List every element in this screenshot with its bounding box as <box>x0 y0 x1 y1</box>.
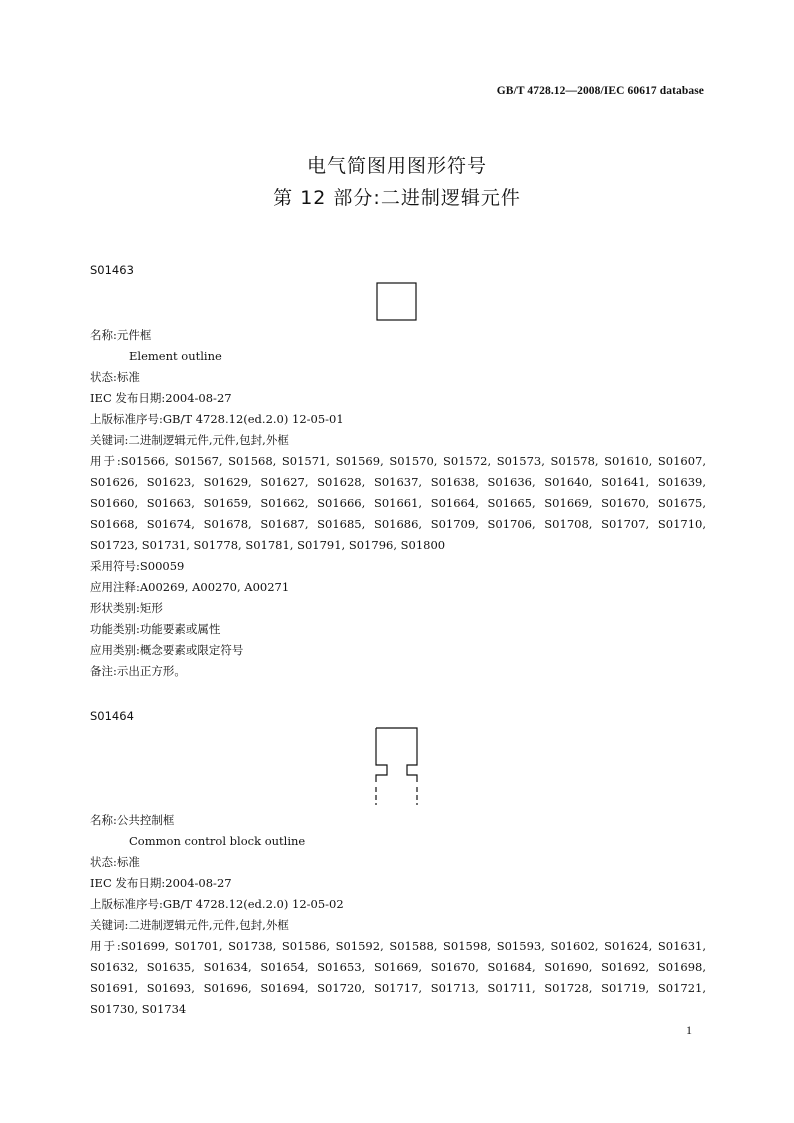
symbol-code: S01464 <box>90 709 134 723</box>
application-notes: 应用注释:A00269, A00270, A00271 <box>90 580 290 594</box>
status: 状态:标准 <box>90 370 140 384</box>
document-title <box>0 150 794 214</box>
name-en: Common control block outline <box>129 834 306 848</box>
name-cn: 公共控制框 <box>116 813 175 827</box>
iec-date: IEC 发布日期:2004-08-27 <box>90 391 232 405</box>
symbol-fields-s01464 <box>90 810 706 1020</box>
name-label: 名称: <box>90 813 117 827</box>
shape-class: 形状类别:矩形 <box>90 601 163 615</box>
title-line-1: 电气简图用图形符号 <box>306 155 487 177</box>
remark: 备注:示出正方形。 <box>90 664 186 678</box>
used-for: 用于:S01699, S01701, S01738, S01586, S01592, S01588, S01598, S01593, S01602, S01624, S01631, S01632, S01635, S01634, S01654, S01653, S01669, S01670, S01684, S01690, S01692, S01698, S01691, S01693, S01696, S01694, S01720, S01717, S01713, S01711, S01728, S01719, S01721, S01730, S01734 <box>90 939 706 1016</box>
keywords: 关键词:二进制逻辑元件,元件,包封,外框 <box>90 918 289 932</box>
name-row <box>90 325 706 346</box>
name-row <box>90 810 706 831</box>
symbol-entry-s01464 <box>90 708 706 724</box>
previous-standard: 上版标准序号:GB/T 4728.12(ed.2.0) 12-05-01 <box>90 412 344 426</box>
keywords: 关键词:二进制逻辑元件,元件,包封,外框 <box>90 433 289 447</box>
symbol-entry-s01463 <box>90 262 706 278</box>
application-class: 应用类别:概念要素或限定符号 <box>90 643 244 657</box>
standard-header: GB/T 4728.12—2008/IEC 60617 database <box>496 85 704 97</box>
function-class: 功能类别:功能要素或属性 <box>90 622 221 636</box>
name-label: 名称: <box>90 328 117 342</box>
adopted-symbol: 采用符号:S00059 <box>90 559 185 573</box>
previous-standard: 上版标准序号:GB/T 4728.12(ed.2.0) 12-05-02 <box>90 897 344 911</box>
element-outline-square-icon <box>376 282 418 322</box>
used-for: 用于:S01566, S01567, S01568, S01571, S01569, S01570, S01572, S01573, S01578, S01610, S01607, S01626, S01623, S01629, S01627, S01628, S01637, S01638, S01636, S01640, S01641, S01639, S01660, S01663, S01659, S01662, S01666, S01661, S01664, S01665, S01669, S01670, S01675, S01668, S01674, S01678, S01687, S01685, S01686, S01709, S01706, S01708, S01707, S01710, S01723, S01731, S01778, S01781, S01791, S01796, S01800 <box>90 454 706 552</box>
symbol-fields-s01463 <box>90 325 706 682</box>
common-control-block-outline-icon <box>374 727 420 807</box>
symbol-code: S01463 <box>90 263 134 277</box>
page-number: 1 <box>686 1023 692 1037</box>
name-en: Element outline <box>129 349 222 363</box>
status: 状态:标准 <box>90 855 140 869</box>
name-cn: 元件框 <box>116 328 152 342</box>
title-line-2: 第 12 部分:二进制逻辑元件 <box>273 187 521 209</box>
iec-date: IEC 发布日期:2004-08-27 <box>90 876 232 890</box>
